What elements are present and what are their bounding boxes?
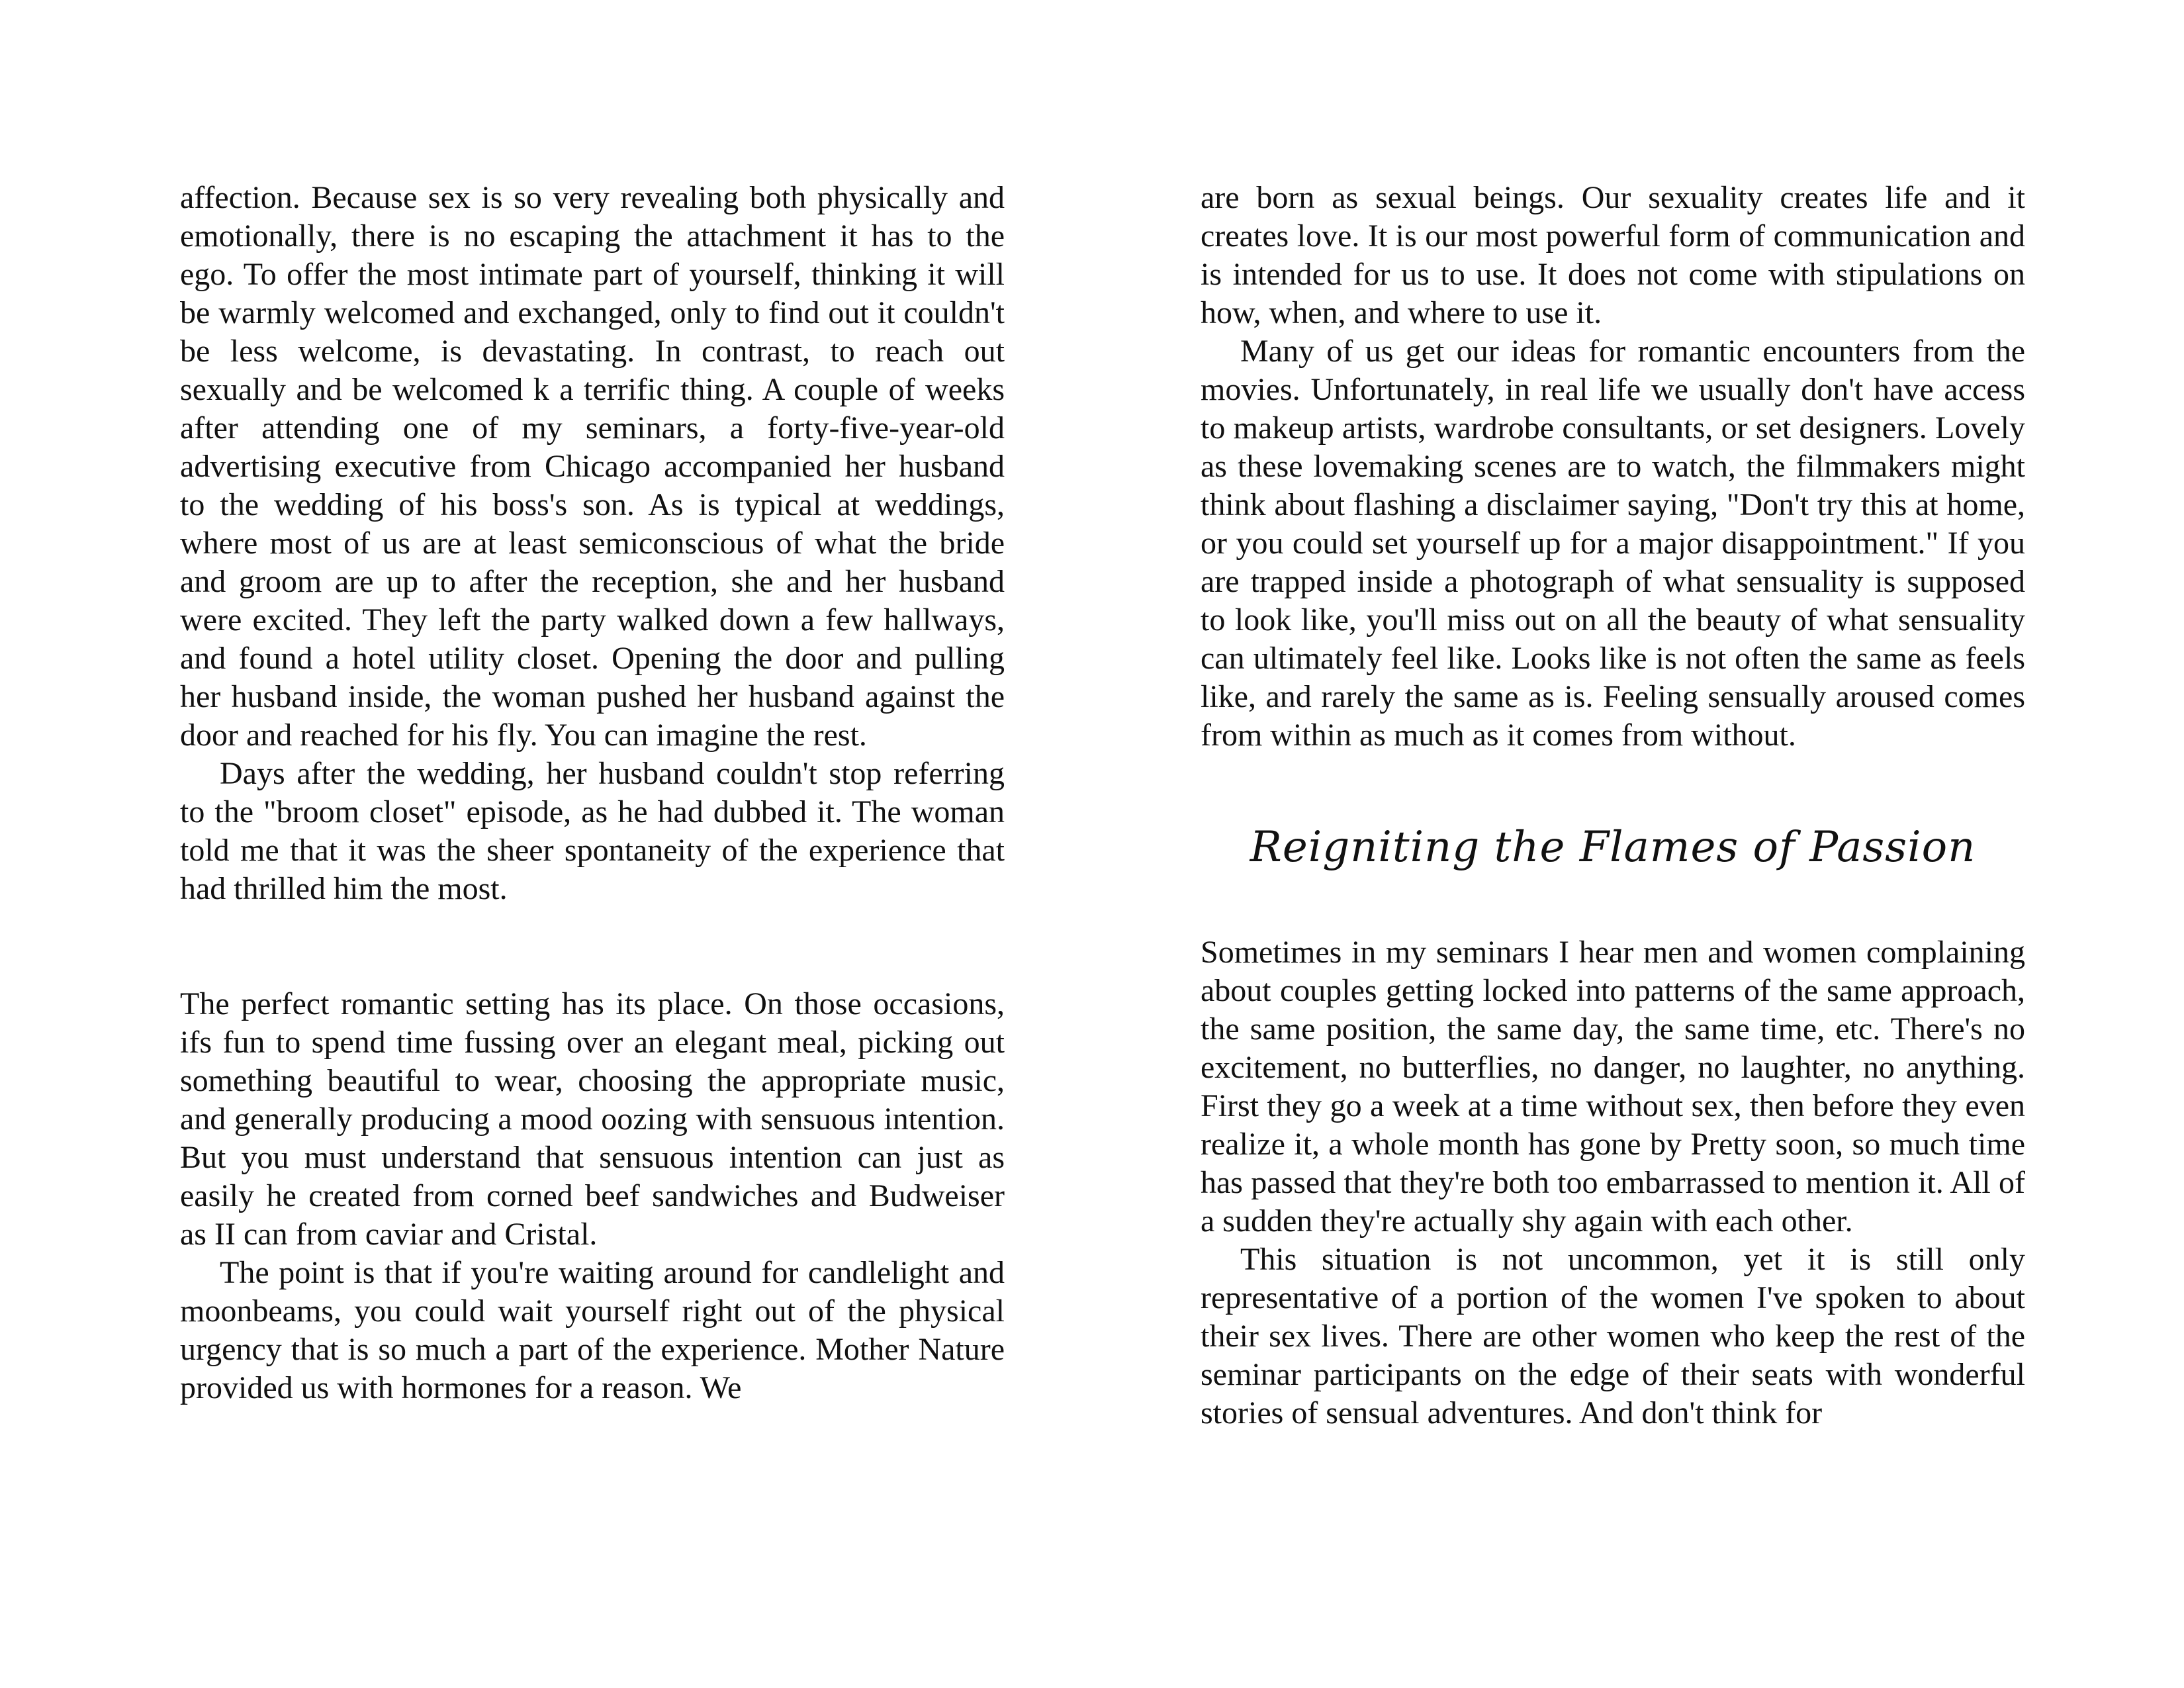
left-page-text-column (180, 179, 1005, 1407)
paragraph: Sometimes in my seminars I hear men and women complaining about couples getting locked into patterns of the same approach, the same position, the same day, the same time, etc. There's no excitement, no butterflies, no danger, no laughter, no anything. First they go a week at a time without sex, then before they even realize it, a whole month has gone by Pretty soon, so much time has passed that they're both too embarrassed to mention it. All of a sudden they're actually shy again with each other. (1201, 935, 2025, 1239)
paragraph: Many of us get our ideas for romantic encounters from the movies. Unfortunately, in real life we usually don't have access to makeup artists, wardrobe consultants, or set designers. Lovely as these lovemaking scenes are to watch, the filmmakers might think about flashing a disclaimer saying, "Don't try this at home, or you could set yourself up for a major disappointment." If you are trapped inside a photograph of what sensuality is supposed to look like, you'll miss out on all the beauty of what sensuality can ultimately feel like. Looks like is not often the same as feels like, and rarely the same as is. Feeling sensually aroused comes from within as much as it comes from without. (1201, 334, 2025, 753)
paragraph: This situation is not uncommon, yet it is still only representative of a portion of the women I've spoken to about their sex lives. There are other women who keep the rest of the seminar participants on the edge of their seats with wonderful stories of sensual adventures. And don't think for (1201, 1242, 2025, 1430)
paragraph: affection. Because sex is so very revealing both physically and emotionally, there is no escaping the attachment it has to the ego. To offer the most intimate part of yourself, thinking it will be warmly welcomed and exchanged, only to find out it couldn't be less welcome, is devastating. In contrast, to reach out sexually and be welcomed k a terrific thing. A couple of weeks after attending one of my seminars, a forty-five-year-old advertising executive from Chicago accompanied her husband to the wedding of his boss's son. As is typical at weddings, where most of us are at least semiconscious of what the bride and groom are up to after the reception, she and her husband were excited. They left the party walked down a few hallways, and found a hotel utility closet. Opening the door and pulling her husband inside, the woman pushed her husband against the door and reached for his fly. You can imagine the rest. (180, 180, 1005, 753)
section-heading: Reigniting the Flames of Passion (1250, 823, 1976, 872)
paragraph: The point is that if you're waiting around for candlelight and moonbeams, you could wait yourself right out of the physical urgency that is so much a part of the experience. Mother Nature provided us with hormones for a reason. We (180, 1255, 1005, 1405)
paragraph: Days after the wedding, her husband couldn't stop referring to the "broom closet" episode, as he had dubbed it. The woman told me that it was the sheer spontaneity of the experience that had thrilled him the most. (180, 756, 1005, 906)
right-page (1092, 0, 2184, 1688)
paragraph: The perfect romantic setting has its place. On those occasions, ifs fun to spend time fussing over an elegant meal, picking out something beautiful to wear, choosing the appropriate music, and generally producing a mood oozing with sensuous intention. But you must understand that sensuous intention can just as easily he created from corned beef sandwiches and Budweiser as II can from caviar and Cristal. (180, 986, 1005, 1252)
right-page-text-column (1201, 179, 2025, 1432)
paragraph: are born as sexual beings. Our sexuality creates life and it creates love. It is our most powerful form of communication and is intended for us to use. It does not come with stipulations on how, when, and where to use it. (1201, 180, 2025, 330)
